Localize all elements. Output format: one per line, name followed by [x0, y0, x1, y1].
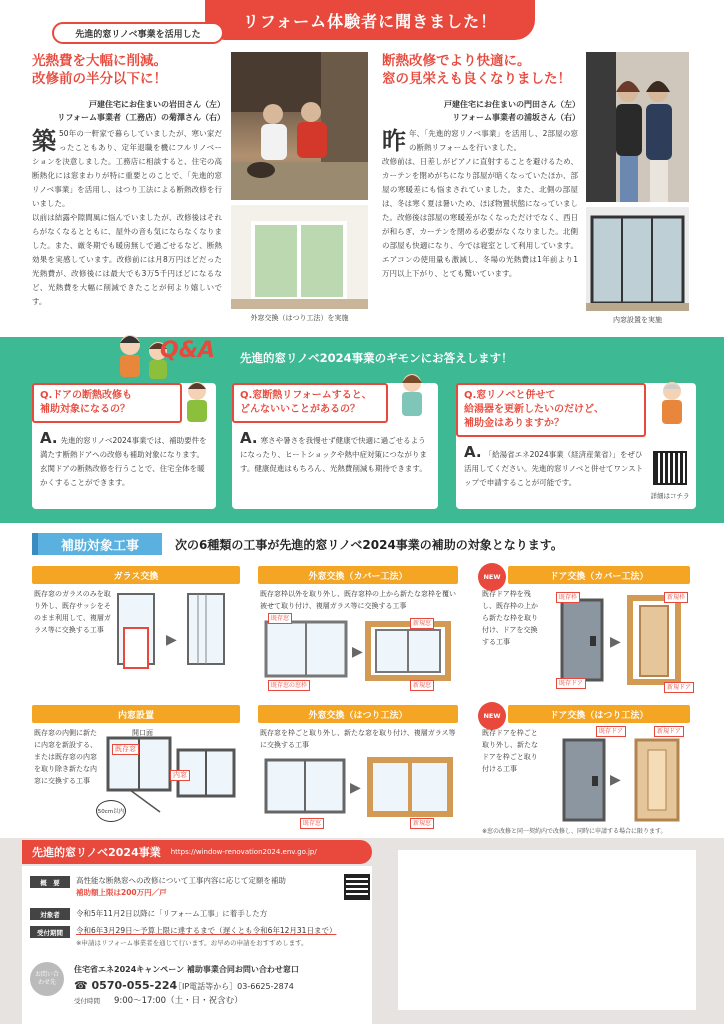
- case2-title-line2: 窓の見栄えも良くなりました！: [382, 71, 571, 87]
- qa-answer-3-mark: A.: [464, 443, 482, 461]
- work-outer-hatsuri-label-shinki: 新規窓: [410, 818, 434, 829]
- works-headline: 次の6種類の工事が先進的窓リノベ2024事業の補助の対象となります。: [175, 538, 563, 552]
- work-door-cover-svg: [544, 590, 694, 690]
- qa-question-1-line1: Q.ドアの断熱改修も: [40, 390, 132, 401]
- case2-photo-people: [586, 52, 689, 202]
- qa-card-1-person-icon: [177, 377, 217, 425]
- case1-photo-people: [231, 52, 368, 200]
- work-door-cover-label-kizon: 既存枠: [556, 592, 580, 603]
- qa-card-2-person-icon: [392, 369, 432, 421]
- case1-body-p2: 以前は結露や隙間風に悩んでいましたが、改修後はそれらがなくなるとともに、屋外の音も気にならなくなりました。また、厳冬期でも暖房無しで過ごせるなど、断熱効果を実感しています。改修前には月8万円ほどだった光熱費が、改修後には最大でも3万5千円ほどになるなど、光熱費を大幅に削減できたことが何より嬉しいです。: [32, 213, 222, 306]
- qa-answer-2-text: 寒さや暑さを我慢せず健康で快適に過ごせるようになったり、ヒートショックや熱中症対策につながります。健康促進はもちろん、光熱費削減も期待できます。: [240, 436, 427, 473]
- contact-hours-label: 受付時間: [74, 997, 100, 1005]
- work-glass-desc: 既存窓のガラスのみを取り外し、既存サッシをそのまま利用して、複層ガラス等に交換する工事: [34, 590, 111, 634]
- qa-answer-1-text: 先進的窓リノベ2024事業では、補助要件を満たす断熱ドアへの改修も補助対象になります。玄関ドアの断熱改修を行うことで、住宅全体を暖かくすることができます。: [40, 436, 207, 487]
- work-inner-label-50cm: 50cm以内: [96, 800, 126, 822]
- header-banner: リフォーム体験者に聞きました！: [205, 0, 535, 40]
- qa-logo: Q&A: [160, 338, 215, 363]
- case2-body-p1: 年、「先進的窓リノベ事業」を活用し、2部屋の窓の断熱リフォームを行いました。: [409, 129, 578, 152]
- case2-initial: 昨: [382, 127, 406, 155]
- qa-answer-3: [464, 445, 644, 490]
- case1-body-p1: 50年の一軒家で暮らしていましたが、寒い家だったこともあり、定年退職を機にフルリノベーションを決意しました。工務店に相談すると、住宅の高断熱化には窓まわりが特に重要とのことで、「先進的窓リノベ事業」を活用し、はつり工法による断熱改修を行いました。: [32, 129, 222, 208]
- case1-photo-window: [231, 205, 368, 309]
- qa-question-2: [232, 383, 388, 423]
- work-door-hatsuri-desc: 既存ドアを枠ごと取り外し、新たなドアを枠ごと取り付ける工事: [482, 729, 538, 773]
- row-gaiyou-text2: 補助額上限は200万円／戸: [76, 888, 167, 897]
- work-door-cover-label-shinki-door: 新規ドア: [664, 682, 694, 693]
- work-door-cover-label-kizon-door: 既存ドア: [556, 678, 586, 689]
- case1-who1: 戸建住宅にお住まいの岩田さん（左）: [89, 100, 225, 109]
- qa-question-2-line1: Q.窓断熱リフォームすると、: [240, 390, 372, 401]
- case2-body: [382, 127, 578, 281]
- work-outer-hatsuri-header: 外窓交換（はつり工法）: [258, 705, 458, 723]
- work-inner-header: 内窓設置: [32, 705, 240, 723]
- contact-title: 住宅省エネ2024キャンペーン 補助事業合同お問い合わせ窓口: [74, 965, 299, 974]
- qa-answer-2: [240, 431, 432, 476]
- work-outer-cover-label-shinki: 新規窓: [410, 618, 434, 629]
- work-outer-hatsuri-illustration: [258, 752, 458, 824]
- row-target-text: 令和5年11月2日以降に「リフォーム工事」に着手した方: [76, 909, 268, 918]
- row-period: [76, 925, 368, 949]
- case2-who: [380, 98, 580, 124]
- qa-question-3: [456, 383, 646, 437]
- qa-title: 先進的窓リノベ2024事業のギモンにお答えします！: [240, 351, 513, 365]
- qa-question-3-line2: 給湯器を更新したいのだけど、: [464, 404, 604, 415]
- qa-answer-3-text: 「給湯省エネ2024事業（経済産業省）」をぜひ活用してください。先進的窓リノベと併せてワンストップで申請することが可能です。: [464, 450, 644, 487]
- bottom-qr-code[interactable]: [344, 874, 370, 900]
- work-door-cover-label-shinki-frame: 新規枠: [664, 592, 688, 603]
- work-outer-cover-label-shinki-waku: 新規窓: [410, 680, 434, 691]
- bottom-title: 先進的窓リノベ2024事業: [32, 846, 161, 859]
- svg-text:▶: ▶: [610, 772, 621, 788]
- case2-who1: 戸建住宅にお住まいの門田さん（左）: [444, 100, 580, 109]
- case2-title: [382, 52, 592, 88]
- case2-photo-people-illustration: [586, 52, 689, 202]
- bottom-url[interactable]: https://window-renovation2024.env.go.jp/: [170, 848, 317, 856]
- work-outer-hatsuri-label-kizon: 既存窓: [300, 818, 324, 829]
- contact-badge: お問い合わせ先: [30, 962, 64, 996]
- contact-hours: 9:00〜17:00（土・日・祝含む）: [114, 996, 243, 1006]
- row-period-note: ※申請はリフォーム事業者を通じて行います。お早めの申請をおすすめします。: [76, 939, 308, 947]
- row-period-label: 受付期間: [30, 926, 70, 938]
- qa-question-1: [32, 383, 182, 423]
- qa-qr-code[interactable]: [653, 451, 687, 485]
- case2-photo-window: [586, 207, 689, 311]
- case2-photo-window-illustration: [586, 207, 689, 311]
- work-door-hatsuri-illustration: [544, 726, 694, 824]
- case2-who2: リフォーム事業者の浦坂さん（右）: [452, 113, 580, 122]
- work-outer-cover-label-kizon: 既存窓: [268, 613, 292, 624]
- blank-stamp-area: [398, 850, 696, 1010]
- qa-qr-caption: 詳細はコチラ: [650, 492, 690, 500]
- work-inner-desc: 既存窓の内側に新たに内窓を新設する、または既存窓の内窓を取り除き新たな内窓に交換する工事: [34, 729, 97, 785]
- contact-phone[interactable]: ☎ 0570-055-224: [74, 979, 178, 992]
- work-door-hatsuri-header: ドア交換（はつり工法）: [508, 705, 690, 723]
- case1-who2: リフォーム事業者（工務店）の菊澤さん（右）: [57, 113, 225, 122]
- svg-text:▶: ▶: [352, 644, 363, 660]
- qa-card-1: [32, 383, 216, 509]
- svg-text:▶: ▶: [166, 632, 177, 648]
- work-outer-cover-desc: 既存窓枠以外を取り外し、既存窓枠の上から新たな窓枠を覆い被せて取り付け、複層ガラス等に交換する工事: [260, 590, 456, 610]
- work-door-hatsuri-label-shinki: 新規ドア: [654, 726, 684, 737]
- row-gaiyou: [76, 875, 336, 899]
- header-tag: 先進的窓リノベ事業を活用した: [52, 22, 224, 44]
- case1-title-line1: 光熱費を大幅に削減。: [32, 53, 167, 69]
- case1-photo-people-illustration: [231, 52, 368, 200]
- qa-question-2-line2: どんないいことがあるの？: [240, 404, 360, 415]
- work-glass-svg: [112, 588, 240, 680]
- case1-title-line2: 改修前の半分以下に！: [32, 71, 167, 87]
- work-door-hatsuri-label-kizon: 既存ドア: [596, 726, 626, 737]
- work-outer-hatsuri-desc: 既存窓を枠ごと取り外し、新たな窓を取り付け、複層ガラス等に交換する工事: [260, 729, 456, 749]
- work-door-cover-new-badge: NEW: [478, 563, 506, 591]
- qa-question-1-line2: 補助対象になるの？: [40, 404, 130, 415]
- svg-text:▶: ▶: [610, 634, 621, 650]
- qa-answer-2-mark: A.: [240, 429, 258, 447]
- case1-caption: 外窓交換（はつり工法）を実施: [250, 314, 349, 322]
- work-inner-label-kizon: 既存窓: [112, 744, 139, 755]
- contact-phone2[interactable]: ［IP電話等から］03-6625-2874: [174, 982, 294, 991]
- work-door-cover-illustration: [544, 590, 694, 690]
- work-door-hatsuri-new-badge: NEW: [478, 702, 506, 730]
- case2-caption: 内窓設置を実施: [613, 316, 662, 324]
- work-glass-header: ガラス交換: [32, 566, 240, 584]
- work-glass-illustration: [112, 588, 240, 680]
- work-outer-cover-header: 外窓交換（カバー工法）: [258, 566, 458, 584]
- bottom-title-bar: [22, 840, 372, 864]
- works-label: 補助対象工事: [32, 533, 162, 555]
- work-outer-cover-label-waku: 既存窓の窓枠: [268, 680, 310, 691]
- qa-card-3-person-icon: [652, 377, 694, 429]
- qa-question-3-line1: Q.窓リノベと併せて: [464, 390, 556, 401]
- qa-card-2: [232, 383, 438, 509]
- row-gaiyou-label: 概 要: [30, 876, 70, 888]
- row-period-text: 令和6年3月29日〜予算上限に達するまで（遅くとも令和6年12月31日まで）: [76, 926, 337, 935]
- row-gaiyou-text: 高性能な断熱窓への改修について工事内容に応じて定額を補助: [76, 876, 286, 885]
- case1-photo-window-illustration: [231, 205, 368, 309]
- qa-answer-1: [40, 431, 208, 490]
- work-inner-label-uchimado: 内窓: [170, 770, 190, 781]
- case1-who: [20, 98, 225, 124]
- case2-title-line1: 断熱改修でより快適に。: [382, 53, 531, 69]
- qa-card-3: [456, 383, 696, 509]
- case2-body-p2: 改修前は、日差しがピアノに直射することを避けるため、カーテンを閉めがちになり部屋が暗くなっていたほか、部屋の寒暖差にも悩まされていました。また、北側の部屋は、冬は寒く夏は暑いため、ほぼ物置状態になっていました。改修後は部屋の寒暖差がなくなっただけでなく、西日が和らぎ、カーテンを閉める必要がなくなりました。北側の部屋も快適になり、今では寝室として利用しています。エアコンの使用量も激減し、冬場の光熱費は1年前より1万円以上下がり、とても驚いています。: [382, 157, 578, 278]
- qa-question-3-line3: 補助金はありますか？: [464, 418, 564, 429]
- case1-title: [32, 52, 232, 88]
- work-door-cover-header: ドア交換（カバー工法）: [508, 566, 690, 584]
- work-outer-hatsuri-svg: [258, 752, 458, 824]
- works-note: ※窓の改修と同一契約内で改修し、同時に申請する場合に限ります。: [482, 828, 667, 835]
- svg-text:▶: ▶: [350, 780, 361, 796]
- row-target-label: 対象者: [30, 908, 70, 920]
- case1-body: [32, 127, 222, 309]
- work-door-cover-desc: 既存ドア枠を残し、既存枠の上から新たな枠を取り付け、ドアを交換する工事: [482, 590, 538, 646]
- qa-answer-1-mark: A.: [40, 429, 58, 447]
- work-inner-label-kaikoumen: 開口面: [132, 729, 153, 737]
- case1-initial: 築: [32, 127, 56, 155]
- work-door-hatsuri-svg: [544, 726, 694, 824]
